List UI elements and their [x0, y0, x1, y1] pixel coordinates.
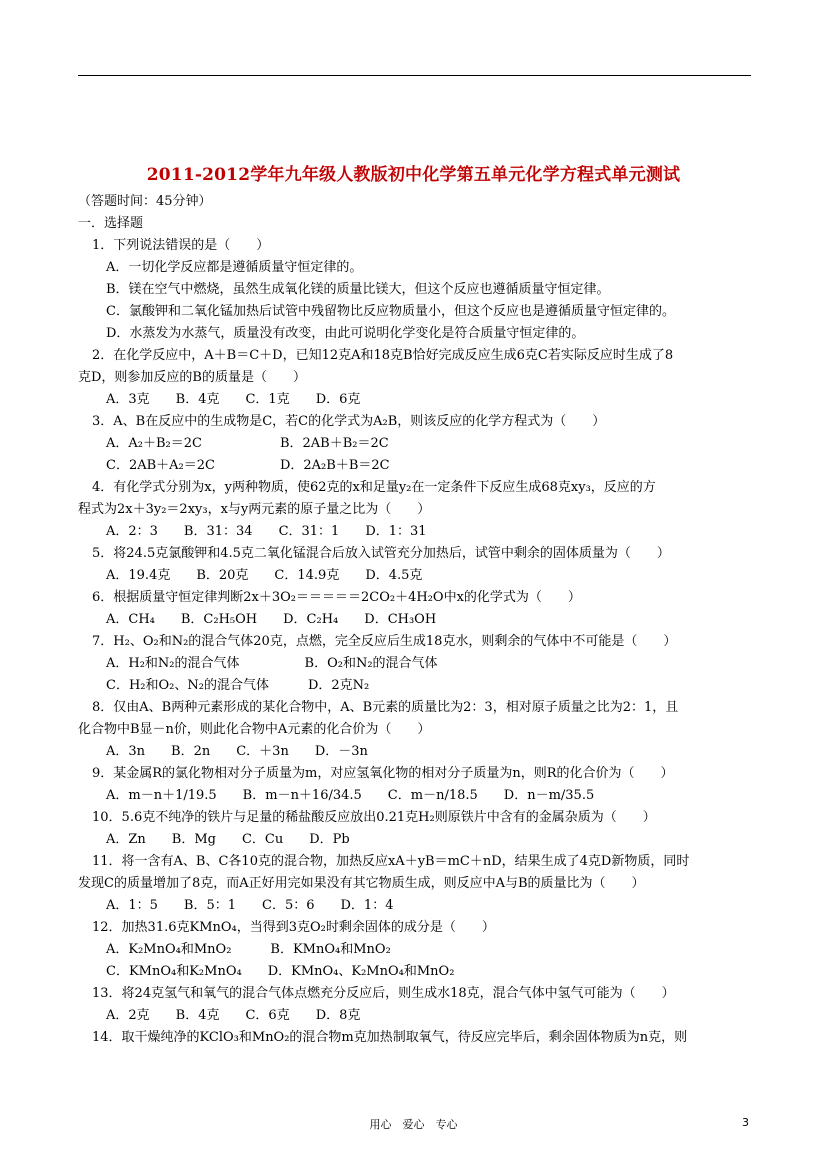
question-line: 4．有化学式分别为x，y两种物质，使62克的x和足量y₂在一定条件下反应生成68克xy₃，反应的方 [92, 480, 656, 495]
answer-option-line: D．水蒸发为水蒸气，质量没有改变，由此可说明化学变化是符合质量守恒定律的。 [106, 326, 585, 341]
question-line: 1．下列说法错误的是（ ） [92, 238, 270, 253]
answer-option-line: A．Zn B．Mg C．Cu D．Pb [106, 832, 350, 847]
question-line: 9．某金属R的氯化物相对分子质量为m，对应氢氧化物的相对分子质量为n，则R的化合价为（ ） [92, 766, 674, 781]
question-line: 程式为2x＋3y₂＝2xy₃，x与y两元素的原子量之比为（ ） [78, 502, 431, 517]
answer-option-line: B．镁在空气中燃烧，虽然生成氧化镁的质量比镁大，但这个反应也遵循质量守恒定律。 [106, 282, 610, 297]
answer-option-line: A．3n B．2n C．＋3n D．－3n [106, 744, 368, 759]
answer-option-line: A．19.4克 B．20克 C．14.9克 D．4.5克 [106, 568, 423, 583]
answer-option-line: C．H₂和O₂、N₂的混合气体 D．2克N₂ [106, 678, 370, 693]
question-line: 11．将一含有A、B、C各10克的混合物，加热反应xA＋yB＝mC＋nD，结果生成了4克D新物质，同时 [92, 854, 690, 869]
answer-option-line: A．3克 B．4克 C．1克 D．6克 [106, 392, 361, 407]
question-line: 5．将24.5克氯酸钾和4.5克二氧化锰混合后放入试管充分加热后，试管中剩余的固体质量为（ ） [92, 546, 670, 561]
answer-option-line: A．A₂＋B₂＝2C B．2AB＋B₂＝2C [106, 436, 389, 451]
answer-option-line: A．2克 B．4克 C．6克 D．8克 [106, 1008, 361, 1023]
question-line: 8．仅由A、B两种元素形成的某化合物中，A、B元素的质量比为2：3，相对原子质量之比为2：1，且 [92, 700, 679, 715]
question-line: 6．根据质量守恒定律判断2x＋3O₂＝＝＝＝＝2CO₂＋4H₂O中x的化学式为（ ） [92, 590, 581, 605]
question-line: 13．将24克氢气和氧气的混合气体点燃充分反应后，则生成水18克，混合气体中氢气可能为（ ） [92, 986, 675, 1001]
question-line: 7．H₂、O₂和N₂的混合气体20克，点燃，完全反应后生成18克水，则剩余的气体中不可能是（ ） [92, 634, 677, 649]
answer-option-line: A．CH₄ B．C₂H₅OH D．C₂H₄ D．CH₃OH [106, 612, 437, 627]
answer-option-line: C．KMnO₄和K₂MnO₄ D．KMnO₄、K₂MnO₄和MnO₂ [106, 964, 455, 979]
answer-option-line: C．氯酸钾和二氧化锰加热后试管中残留物比反应物质量小，但这个反应也是遵循质量守恒定律的。 [106, 304, 675, 319]
answer-option-line: A．m－n＋1/19.5 B．m－n＋16/34.5 C．m－n/18.5 D．n－m/35.5 [106, 788, 595, 803]
question-line: 3．A、B在反应中的生成物是C，若C的化学式为A₂B，则该反应的化学方程式为（ ） [92, 414, 606, 429]
question-line: 克D，则参加反应的B的质量是（ ） [78, 370, 306, 385]
time-note: （答题时间：45分钟） [78, 194, 212, 209]
answer-option-line: A．一切化学反应都是遵循质量守恒定律的。 [106, 260, 363, 275]
footer-motto: 用心 爱心 专心 [369, 1118, 458, 1131]
question-line: 10．5.6克不纯净的铁片与足量的稀盐酸反应放出0.21克H₂则原铁片中含有的金属杂质为（ ） [92, 810, 656, 825]
question-line: 发现C的质量增加了8克，而A正好用完如果没有其它物质生成，则反应中A与B的质量比为（ ） [78, 876, 645, 891]
answer-option-line: A．K₂MnO₄和MnO₂ B．KMnO₄和MnO₂ [106, 942, 391, 957]
question-line: 14．取干燥纯净的KClO₃和MnO₂的混合物m克加热制取氧气，待反应完毕后，剩余固体物质为n克，则 [92, 1030, 688, 1045]
page-number: 3 [742, 1116, 749, 1129]
answer-option-line: C．2AB＋A₂＝2C D．2A₂B＋B＝2C [106, 458, 390, 473]
answer-option-line: A．1：5 B．5：1 C．5：6 D．1：4 [106, 898, 394, 913]
document-body [78, 191, 758, 1049]
document-title: 2011-2012学年九年级人教版初中化学第五单元化学方程式单元测试 [146, 165, 681, 185]
question-line: 2．在化学反应中，A＋B＝C＋D，已知12克A和18克B恰好完成反应生成6克C若实际反应时生成了8 [92, 348, 674, 363]
header-rule [78, 75, 751, 76]
answer-option-line: A．2：3 B．31：34 C．31：1 D．1：31 [106, 524, 427, 539]
question-line: 化合物中B显－n价，则此化合物中A元素的化合价为（ ） [78, 722, 431, 737]
question-list [78, 235, 758, 1049]
answer-option-line: A．H₂和N₂的混合气体 B．O₂和N₂的混合气体 [106, 656, 438, 671]
question-line: 12．加热31.6克KMnO₄，当得到3克O₂时剩余固体的成分是（ ） [92, 920, 495, 935]
section-heading: 一．选择题 [78, 216, 144, 231]
